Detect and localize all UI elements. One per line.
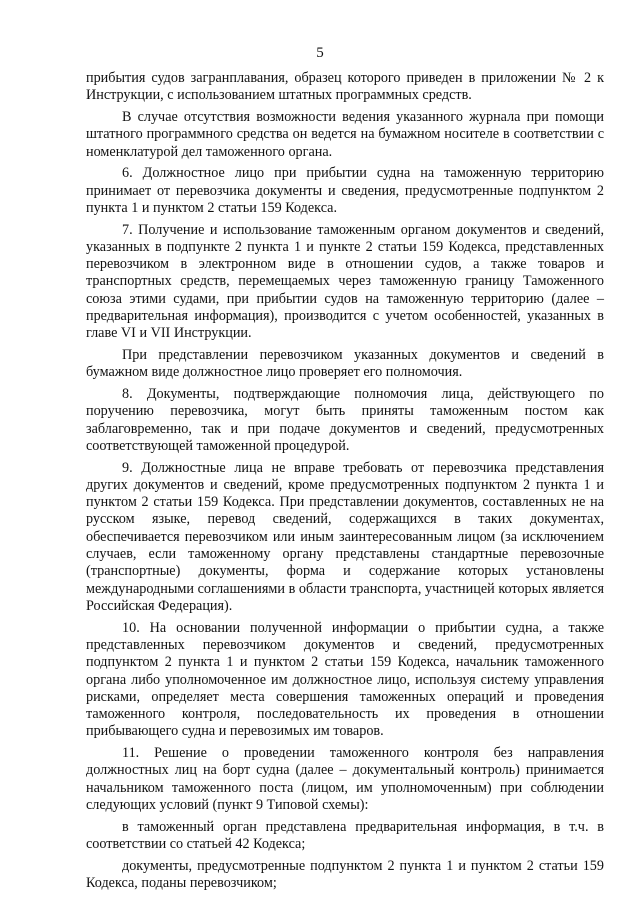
paragraph-item-6: 6. Должностное лицо при прибытии судна на таможенную территорию принимает от перевозчика документы и сведения, предусмотренные подпунктом 2 пункта 1 и пунктом 2 статьи 159 Кодекса. — [86, 165, 604, 216]
paragraph-condition-2: документы, предусмотренные подпунктом 2 пункта 1 и пунктом 2 статьи 159 Кодекса, поданы перевозчиком; — [86, 857, 604, 891]
paragraph-journal-paper: В случае отсутствия возможности ведения указанного журнала при помощи штатного программного средства он ведется на бумажном носителе в соответствии с номенклатурой дел таможенного органа. — [86, 108, 604, 160]
paragraph-condition-1: в таможенный орган представлена предварительная информация, в т.ч. в соответствии со статьей 42 Кодекса; — [86, 818, 604, 852]
page-number: 5 — [316, 45, 324, 61]
paragraph-paper-authority: При представлении перевозчиком указанных документов и сведений в бумажном виде должностное лицо проверяет его полномочия. — [86, 347, 604, 381]
document-body — [86, 70, 604, 897]
paragraph-continuation: прибытия судов загранплавания, образец которого приведен в приложении № 2 к Инструкции, с использованием штатных программных средств. — [86, 70, 604, 104]
paragraph-item-10: 10. На основании полученной информации о прибытии судна, а также представленных перевозчиком документов и сведений, предусмотренных подпунктом 2 пункта 1 и пунктом 2 статьи 159 Кодекса, начальник таможенного органа либо уполномоченное им должностное лицо, используя систему управления рисками, определяет места совершения таможенных операций и проведения таможенного контроля, последовательность их проведения в отношении прибывающего судна и перевозимых им товаров. — [86, 619, 604, 740]
paragraph-item-8: 8. Документы, подтверждающие полномочия лица, действующего по поручению перевозчика, могут быть приняты таможенным постом как заблаговременно, так и при подаче документов и сведений, предусмотренных соответствующей таможенной процедурой. — [86, 386, 604, 454]
paragraph-item-9: 9. Должностные лица не вправе требовать от перевозчика представления других документов и сведений, кроме предусмотренных подпунктом 2 пункта 1 и пунктом 2 статьи 159 Кодекса. При представлении документов, составленных не на русском языке, перевод сведений, содержащихся в таких документах, обеспечивается перевозчиком или иным заинтересованным лицом (за исключением случаев, если таможенному органу представлены стандартные перевозочные (транспортные) документы, форма и содержание которых установлены международными соглашениями в области транспорта, участницей которых является Российская Федерация). — [86, 459, 604, 614]
paragraph-item-7: 7. Получение и использование таможенным органом документов и сведений, указанных в подпункте 2 пункта 1 и пункте 2 статьи 159 Кодекса, представленных перевозчиком в электронном виде в отношении судов, а также товаров и транспортных средств, перемещаемых через таможенную границу Таможенного союза этими судами, при прибытии судов на таможенную территорию (далее – предварительная информация), производится с учетом особенностей, указанных в главе VI и VII Инструкции. — [86, 221, 604, 342]
paragraph-item-11: 11. Решение о проведении таможенного контроля без направления должностных лиц на борт судна (далее – документальный контроль) принимается начальником таможенного поста (лицом, им уполномоченным) при соблюдении следующих условий (пункт 9 Типовой схемы): — [86, 745, 604, 813]
